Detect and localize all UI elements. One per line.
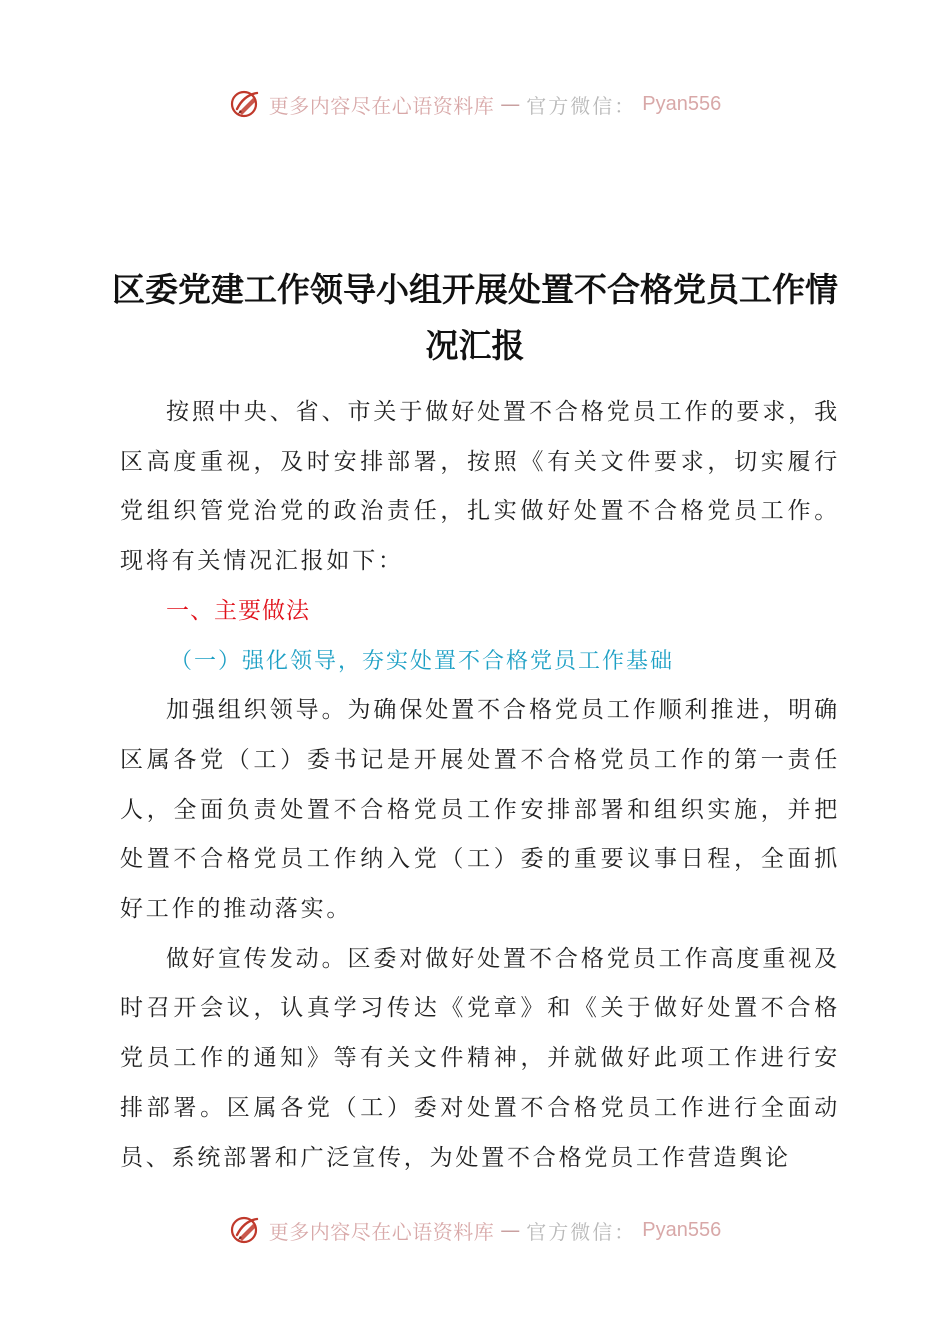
watermark-brand: 更多内容尽在心语资料库	[268, 93, 495, 118]
subsection-heading: （一）强化领导，夯实处置不合格党员工作基础	[170, 648, 675, 674]
watermark-separator: —	[500, 92, 521, 116]
watermark-wechat-label: 官方微信：	[526, 1219, 637, 1244]
watermark-wechat-id: Pyan556	[642, 1218, 722, 1241]
watermark-footer	[0, 1210, 950, 1250]
watermark-brand: 更多内容尽在心语资料库	[268, 1219, 495, 1244]
publicity-paragraph: 做好宣传发动。区委对做好处置不合格党员工作高度重视及时召开会议，认真学习传达《党章》和《关于做好处置不合格党员工作的通知》等有关文件精神，并就做好此项工作进行安排部署。区属各党（工）委对处置不合格党员工作进行全面动员、系统部署和广泛宣传，为处置不合格党员工作营造舆论	[120, 945, 840, 1171]
watermark-header	[0, 84, 950, 124]
section-heading: 一、主要做法	[166, 597, 310, 624]
watermark-wechat-id: Pyan556	[642, 92, 722, 115]
pen-logo-icon	[229, 87, 263, 121]
leadership-paragraph: 加强组织领导。为确保处置不合格党员工作顺利推进，明确区属各党（工）委书记是开展处置不合格党员工作的第一责任人，全面负责处置不合格党员工作安排部署和组织实施，并把处置不合格党员工作纳入党（工）委的重要议事日程，全面抓好工作的推动落实。	[120, 697, 840, 923]
document-title: 区委党建工作领导小组开展处置不合格党员工作情况汇报	[112, 270, 838, 365]
intro-paragraph: 按照中央、省、市关于做好处置不合格党员工作的要求，我区高度重视，及时安排部署，按照《有关文件要求，切实履行党组织管党治党的政治责任，扎实做好处置不合格党员工作。现将有关情况汇报如下：	[120, 399, 840, 575]
watermark-wechat-label: 官方微信：	[526, 93, 637, 118]
pen-logo-icon	[229, 1213, 263, 1247]
watermark-separator: —	[500, 1218, 521, 1242]
document-body	[120, 388, 840, 1183]
